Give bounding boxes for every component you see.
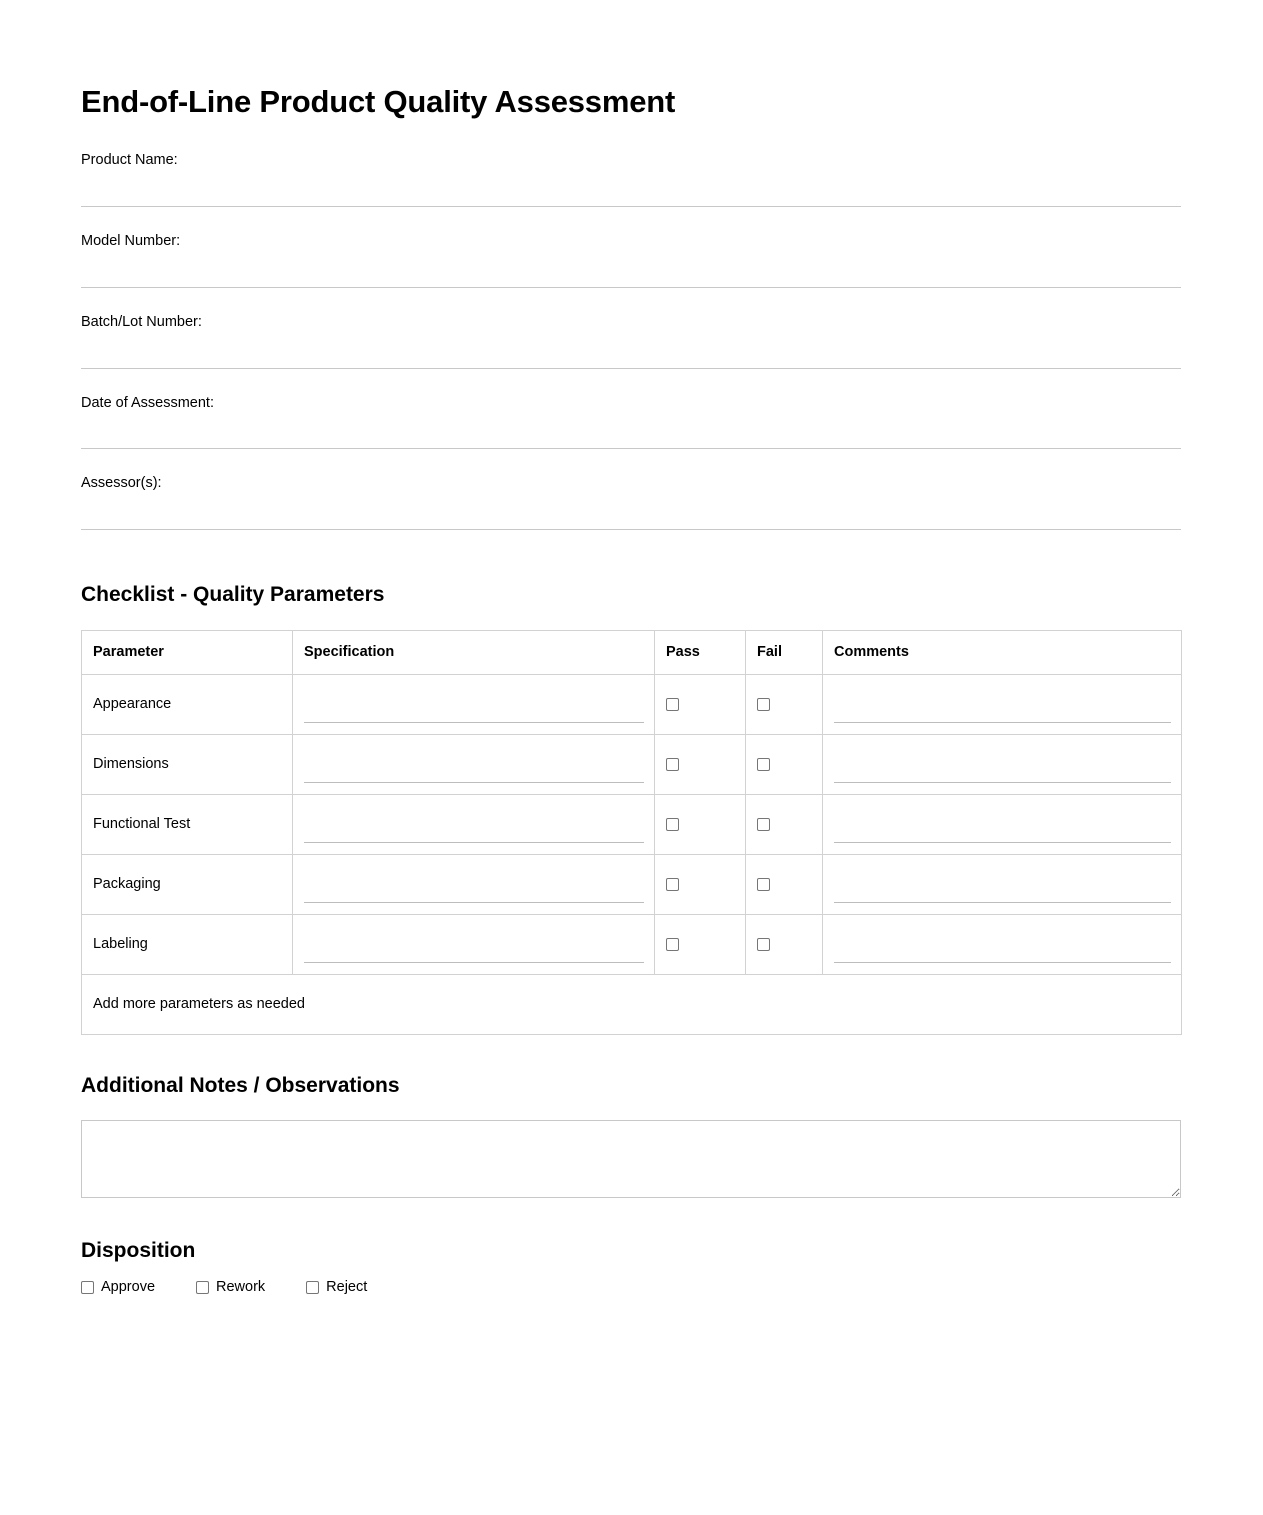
cell-comments-functional-test [823,794,1182,854]
cell-comments-packaging [823,854,1182,914]
comments-input-packaging[interactable] [834,879,1171,903]
field-date-of-assessment [81,394,1181,450]
pass-checkbox-dimensions[interactable] [666,758,679,771]
field-input-model-number[interactable] [81,256,1181,288]
table-header-row [82,630,1182,674]
pass-checkbox-appearance[interactable] [666,698,679,711]
column-header-pass: Pass [655,630,746,674]
field-input-assessor-s[interactable] [81,498,1181,530]
cell-parameter-functional-test: Functional Test [82,794,293,854]
cell-pass-functional-test [655,794,746,854]
pass-checkbox-labeling[interactable] [666,938,679,951]
cell-fail-packaging [746,854,823,914]
cell-pass-appearance [655,674,746,734]
checklist-heading: Checklist - Quality Parameters [81,583,385,607]
fail-checkbox-appearance[interactable] [757,698,770,711]
field-label-assessor-s: Assessor(s): [81,475,162,492]
cell-parameter-packaging: Packaging [82,854,293,914]
table-row [82,674,1182,734]
fail-checkbox-labeling[interactable] [757,938,770,951]
field-label-model-number: Model Number: [81,232,181,249]
cell-comments-dimensions [823,734,1182,794]
disposition-option-reject[interactable] [306,1280,367,1295]
disposition-option-rework[interactable] [196,1280,265,1295]
disposition-label-reject: Reject [326,1278,368,1295]
table-body [82,674,1182,974]
column-header-parameter: Parameter [82,630,293,674]
disposition-checkbox-reject[interactable] [306,1281,319,1294]
table-footer [82,974,1182,1034]
field-batch-lot-number [81,313,1181,369]
cell-fail-dimensions [746,734,823,794]
cell-specification-packaging [293,854,655,914]
cell-fail-labeling [746,914,823,974]
specification-input-dimensions[interactable] [304,759,644,783]
fail-checkbox-functional-test[interactable] [757,818,770,831]
column-header-fail: Fail [746,630,823,674]
cell-fail-appearance [746,674,823,734]
cell-pass-labeling [655,914,746,974]
pass-checkbox-functional-test[interactable] [666,818,679,831]
fail-checkbox-dimensions[interactable] [757,758,770,771]
table-footer-row [82,974,1182,1034]
cell-specification-labeling [293,914,655,974]
add-parameters-note: Add more parameters as needed [82,974,1182,1034]
field-label-batch-lot-number: Batch/Lot Number: [81,313,202,330]
cell-comments-labeling [823,914,1182,974]
page-title: End-of-Line Product Quality Assessment [81,84,676,119]
disposition-heading: Disposition [81,1238,196,1262]
cell-specification-dimensions [293,734,655,794]
field-input-product-name[interactable] [81,175,1181,207]
cell-specification-appearance [293,674,655,734]
pass-checkbox-packaging[interactable] [666,878,679,891]
column-header-comments: Comments [823,630,1182,674]
table-row [82,854,1182,914]
section-spacer [81,555,1181,582]
comments-input-dimensions[interactable] [834,759,1171,783]
disposition-options [81,1280,1181,1295]
comments-input-functional-test[interactable] [834,819,1171,843]
cell-parameter-labeling: Labeling [82,914,293,974]
field-label-date-of-assessment: Date of Assessment: [81,394,214,411]
specification-input-functional-test[interactable] [304,819,644,843]
field-model-number [81,232,1181,288]
specification-input-appearance[interactable] [304,699,644,723]
field-input-batch-lot-number[interactable] [81,337,1181,369]
field-assessor-s [81,474,1181,530]
fail-checkbox-packaging[interactable] [757,878,770,891]
cell-parameter-dimensions: Dimensions [82,734,293,794]
cell-parameter-appearance: Appearance [82,674,293,734]
specification-input-labeling[interactable] [304,939,644,963]
comments-input-appearance[interactable] [834,699,1171,723]
header-fields-group [81,151,1181,530]
specification-input-packaging[interactable] [304,879,644,903]
quality-parameters-table [81,630,1182,1035]
cell-pass-packaging [655,854,746,914]
table-row [82,914,1182,974]
cell-pass-dimensions [655,734,746,794]
disposition-option-approve[interactable] [81,1280,155,1295]
notes-heading: Additional Notes / Observations [81,1073,400,1097]
table-header [82,630,1182,674]
field-label-product-name: Product Name: [81,152,178,169]
cell-comments-appearance [823,674,1182,734]
column-header-specification: Specification [293,630,655,674]
table-row [82,734,1182,794]
cell-specification-functional-test [293,794,655,854]
disposition-checkbox-approve[interactable] [81,1281,94,1294]
table-row [82,794,1182,854]
comments-input-labeling[interactable] [834,939,1171,963]
field-product-name [81,151,1181,207]
cell-fail-functional-test [746,794,823,854]
additional-notes-textarea[interactable] [81,1120,1181,1198]
disposition-checkbox-rework[interactable] [196,1281,209,1294]
disposition-label-rework: Rework [216,1278,266,1295]
field-input-date-of-assessment[interactable] [81,417,1181,449]
disposition-label-approve: Approve [101,1278,156,1295]
